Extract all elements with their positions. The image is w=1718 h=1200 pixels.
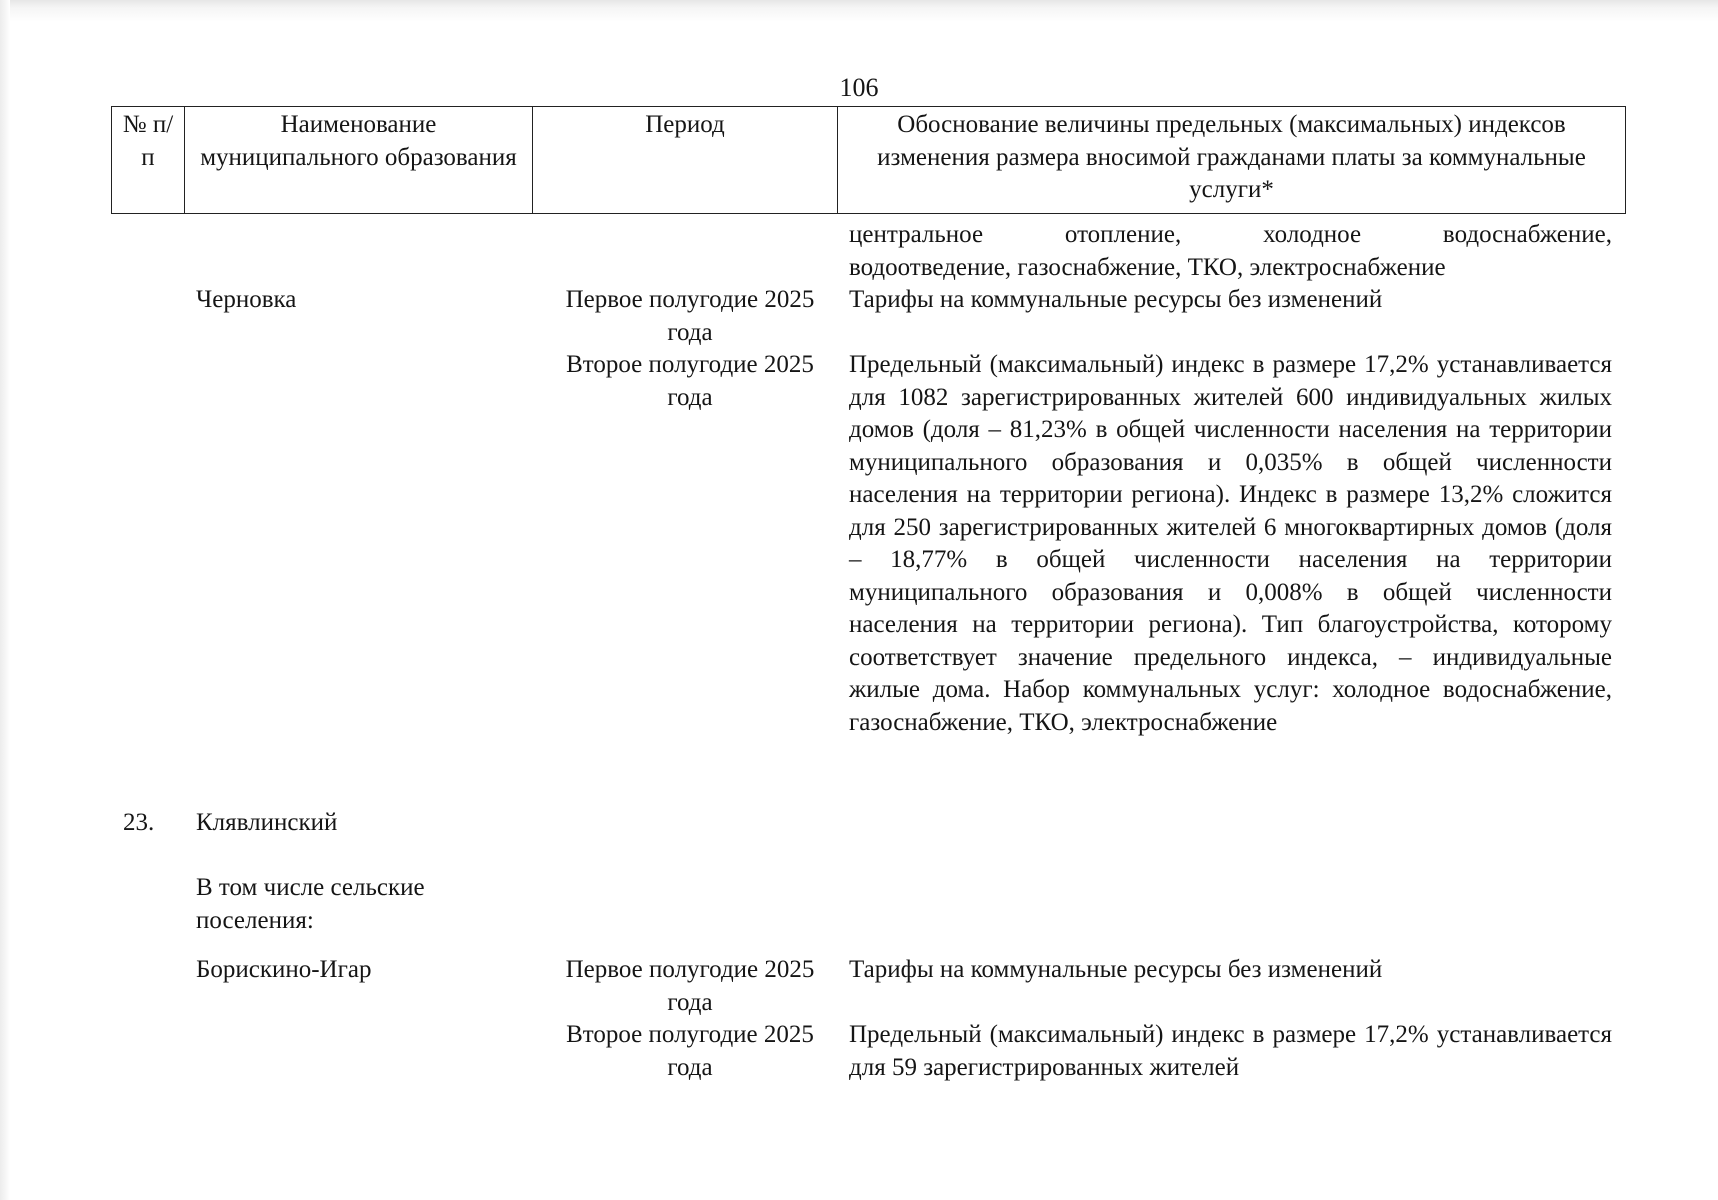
period-first-half: Первое полугодие 2025 года <box>565 956 815 1016</box>
scan-edge-top <box>0 0 1718 22</box>
justification-first-half: Тарифы на коммунальные ресурсы без изменений <box>849 286 1383 313</box>
period-second-half: Второе полугодие 2025 года <box>566 1021 814 1081</box>
municipality-name-boriskino-igar: Борискино-Игар <box>196 956 372 983</box>
page-number: 106 <box>839 73 879 102</box>
row-number: 23. <box>123 809 155 836</box>
justification-second-half: Предельный (максимальный) индекс в размере 17,2% устанавливается для 59 зарегистрированных жителей <box>849 1021 1612 1081</box>
header-col-name: Наименование муниципального образования <box>185 107 533 214</box>
period-first-half: Первое полугодие 2025 года <box>565 286 815 346</box>
table-header <box>111 106 1626 214</box>
continued-justification <box>849 219 1612 284</box>
continued-line: водоотведение, газоснабжение, ТКО, электроснабжение <box>849 253 1446 281</box>
municipality-name-klyavlinsky: Клявлинский <box>196 809 338 836</box>
header-col-number: № п/п <box>112 107 185 214</box>
justification-first-half: Тарифы на коммунальные ресурсы без изменений <box>849 956 1383 983</box>
period-second-half: Второе полугодие 2025 года <box>566 351 814 411</box>
scan-edge-left <box>0 0 10 1200</box>
header-col-justification: Обоснование величины предельных (максимальных) индексов изменения размера вносимой гражданами платы за коммунальные услуги* <box>838 107 1626 214</box>
justification-second-half: Предельный (максимальный) индекс в размере 17,2% устанавливается для 1082 зарегистрированных жителей 600 индивидуальных жилых домов (доля – 81,23% в общей численности населения на территории муниципального образования и 0,035% в общей численности населения на территории региона). Индекс в размере 13,2% сложится для 250 зарегистрированных жителей 6 многоквартирных домов (доля – 18,77% в общей численности населения на территории муниципального образования и 0,008% в общей численности населения на территории региона). Тип благоустройства, которому соответствует значение предельного индекса, – индивидуальные жилые дома. Набор коммунальных услуг: холодное водоснабжение, газоснабжение, ТКО, электроснабжение <box>849 351 1612 736</box>
continued-line: центральное отопление, холодное водоснабжение, <box>849 221 1612 248</box>
rural-settlements-subheading: В том числе сельские поселения: <box>196 874 425 934</box>
header-col-period: Период <box>533 107 838 214</box>
municipality-name-chernovka: Черновка <box>196 286 297 313</box>
